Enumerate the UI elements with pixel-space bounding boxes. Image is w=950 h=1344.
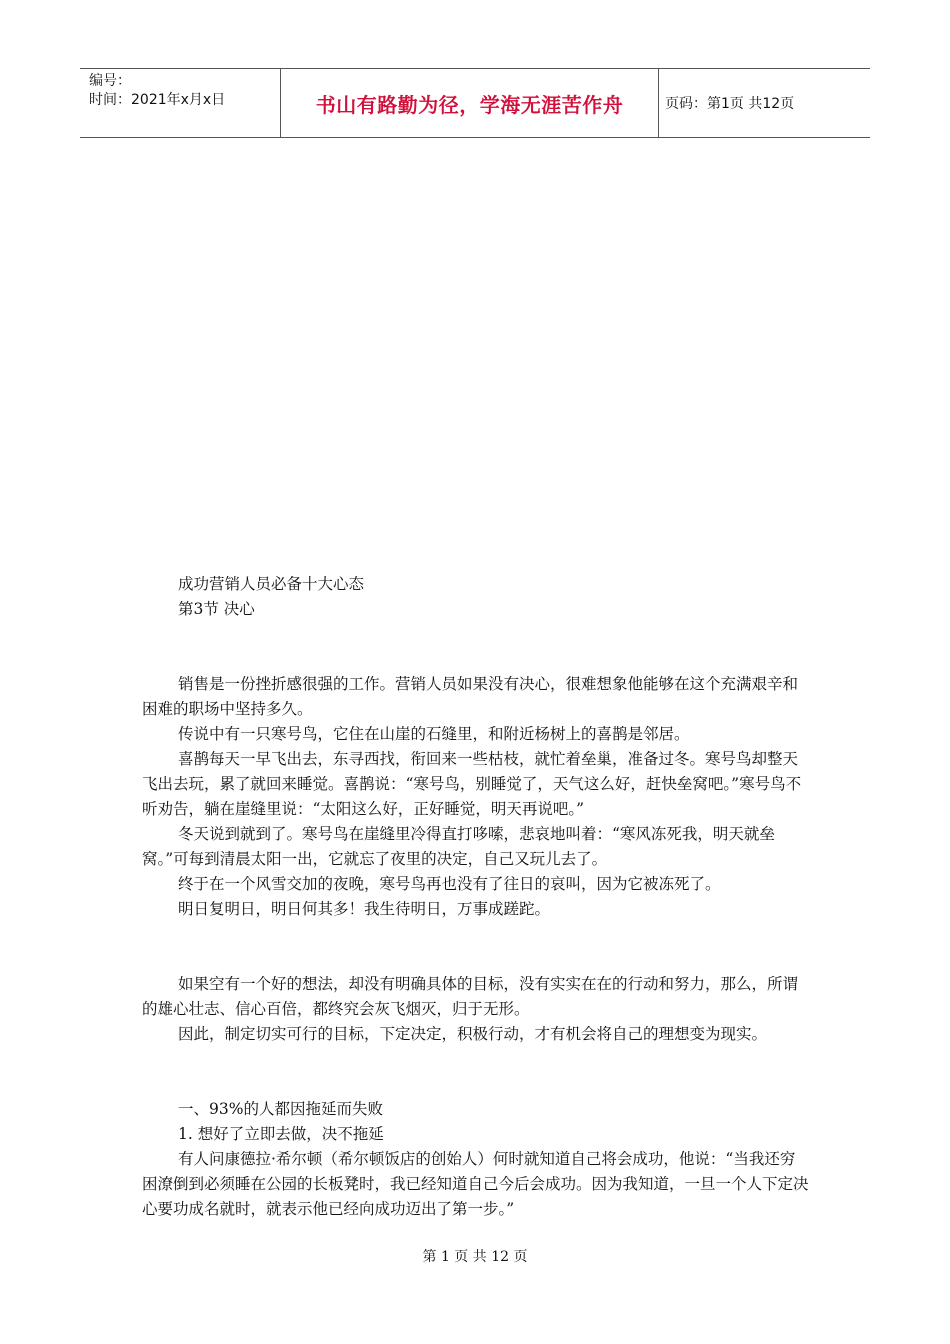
header-page-cell [659,69,870,137]
page-footer: 第 1 页 共 12 页 [422,1249,528,1265]
header-table [80,68,870,138]
time-label: 时间：2021年x月x日 [89,92,226,108]
paragraph: 冬天说到就到了。寒号鸟在崖缝里冷得直打哆嗦，悲哀地叫着：“寒风冻死我，明天就垒窝。”可每到清晨太阳一出，它就忘了夜里的决定，自己又玩儿去了。 [142,825,775,868]
number-label: 编号： [89,73,131,89]
paragraph: 销售是一份挫折感很强的工作。营销人员如果没有决心，很难想象他能够在这个充满艰辛和困难的职场中坚持多久。 [142,675,799,718]
paragraph: 有人问康德拉·希尔顿（希尔顿饭店的创始人）何时就知道自己将会成功，他说：“当我还穷困潦倒到必须睡在公园的长板凳时，我已经知道自己今后会成功。因为我知道，一旦一个人下定决心要功成名就时，就表示他已经向成功迈出了第一步。” [142,1150,809,1218]
header-motto-cell [281,69,659,137]
paragraph: 终于在一个风雪交加的夜晚，寒号鸟再也没有了往日的哀叫，因为它被冻死了。 [178,875,721,893]
subheading: 1. 想好了立即去做，决不拖延 [178,1125,384,1143]
article-body [142,572,810,1222]
subheading: 一、93%的人都因拖延而失败 [178,1100,383,1118]
paragraph: 喜鹊每天一早飞出去，东寻西找，衔回来一些枯枝，就忙着垒巢，准备过冬。寒号鸟却整天飞出去玩，累了就回来睡觉。喜鹊说：“寒号鸟，别睡觉了，天气这么好，赶快垒窝吧。”寒号鸟不听劝告，躺在崖缝里说：“太阳这么好，正好睡觉，明天再说吧。” [142,750,802,818]
article-title: 成功营销人员必备十大心态 [178,575,365,593]
header-info-cell [80,69,281,137]
page-code: 页码：第1页 共12页 [665,96,795,112]
paragraph: 传说中有一只寒号鸟，它住在山崖的石缝里，和附近杨树上的喜鹊是邻居。 [178,725,690,743]
paragraph: 因此，制定切实可行的目标，下定决定，积极行动，才有机会将自己的理想变为现实。 [178,1025,768,1043]
motto-text: 书山有路勤为径，学海无涯苦作舟 [315,92,624,117]
paragraph: 明日复明日，明日何其多！我生待明日，万事成蹉跎。 [178,900,551,918]
paragraph: 如果空有一个好的想法，却没有明确具体的目标，没有实实在在的行动和努力，那么，所谓的雄心壮志、信心百倍，都终究会灰飞烟灭，归于无形。 [142,975,799,1018]
section-heading: 第3节 决心 [178,600,255,618]
